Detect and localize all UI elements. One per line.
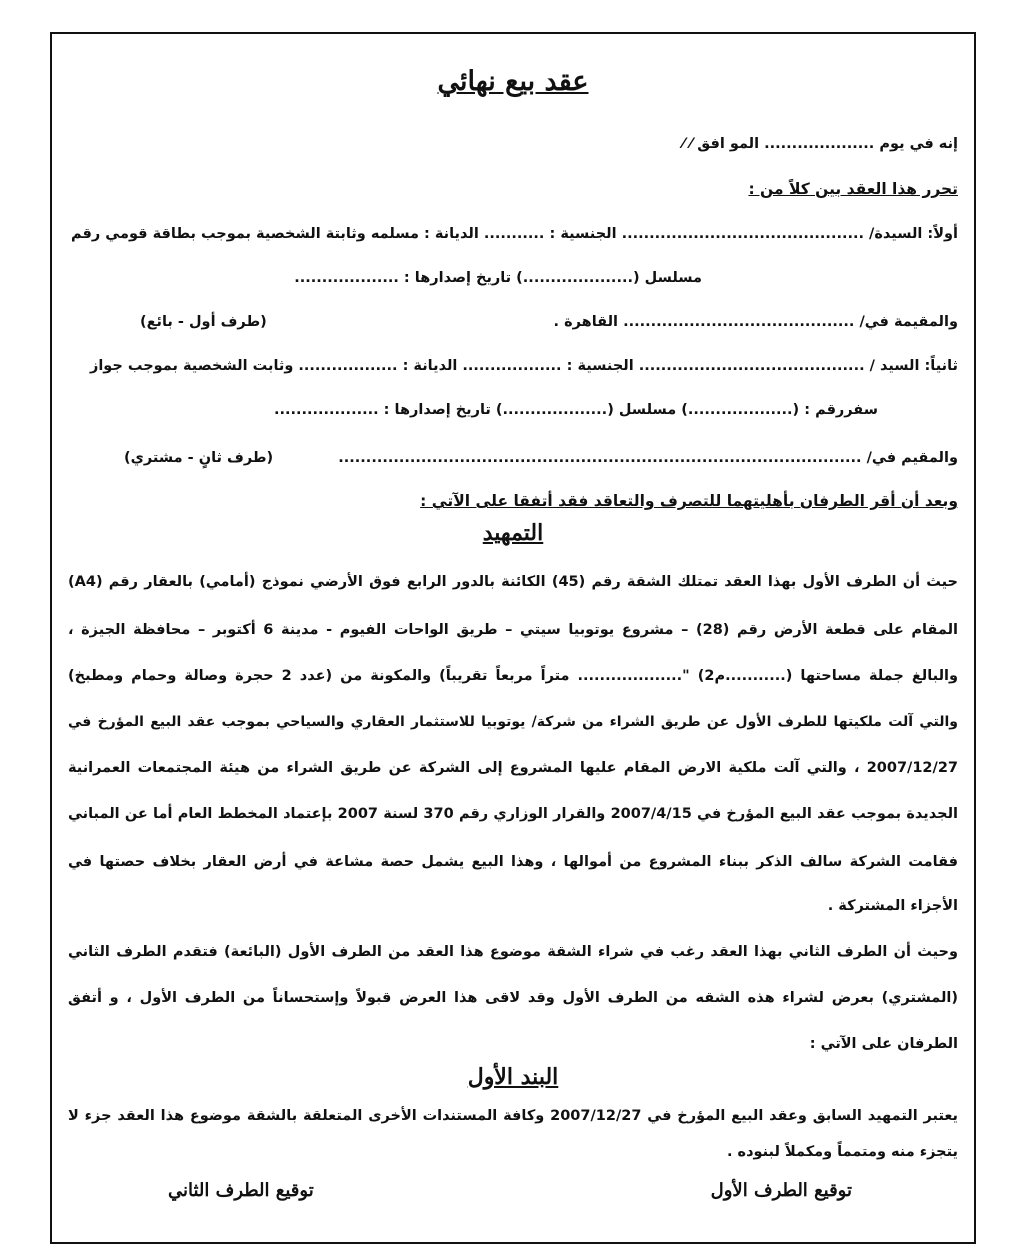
contract-page — [50, 32, 976, 1244]
date-line: إنه في يوم .................... المو افق ⁄ ⁄ — [682, 136, 958, 152]
second-party-line-1: ثانياً: السيد / ......................................... الجنسية : .................. الديانة : .................. وثابت الشخصية بموجب جواز — [89, 358, 958, 374]
second-party-signature-label: توقيع الطرف الثاني — [168, 1180, 314, 1201]
first-party-line-3: والمقيمة في/ .......................................... القاهرة . — [553, 314, 958, 330]
second-party-line-3: والمقيم في/ ............................................................................................... — [338, 450, 958, 466]
paragraph2-line-1: وحيث أن الطرف الثاني بهذا العقد رغب في شراء الشقة موضوع هذا العقد من الطرف الأول (البائعة) فتقدم الطرف الثاني — [68, 944, 958, 960]
preamble-line-4: والتي آلت ملكيتها للطرف الأول عن طريق الشراء من شركة/ يوتوبيا للاستثمار العقاري والسياحي بموجب عقد البيع المؤرخ في — [68, 714, 958, 730]
preamble-line-7: فقامت الشركة سالف الذكر ببناء المشروع من أموالها ، وهذا البيع يشمل حصة مشاعة في أرض العقار بخلاف حصتها في — [68, 854, 958, 870]
preamble-line-6: الجديدة بموجب عقد البيع المؤرخ في 2007/4/15 والقرار الوزاري رقم 370 لسنة 2007 بإعتماد المخطط العام أما عن المباني — [68, 806, 958, 822]
preamble-heading: التمهيد — [482, 520, 544, 546]
paragraph2-line-2: (المشتري) بعرض لشراء هذه الشقه من الطرف الأول وقد لاقى هذا العرض قبولاً وإستحساناً من الطرف الأول ، و أتفق — [68, 990, 958, 1006]
paragraph2-line-3: الطرفان على الآتي : — [809, 1036, 958, 1052]
preamble-line-3: والبالغ جملة مساحتها (...........م2) "................... متراً مربعاً تقريباً) والمكونة من (عدد 2 حجرة وصالة وحمام ومطبخ) — [68, 668, 959, 684]
second-party-role: (طرف ثانٍ - مشتري) — [124, 450, 274, 466]
preamble-line-1: حيث أن الطرف الأول بهذا العقد تمتلك الشقة رقم (45) الكائنة بالدور الرابع فوق الأرضي نموذج (أمامي) بالعقار رقم (A4) — [68, 574, 958, 590]
clause1-line-1: يعتبر التمهيد السابق وعقد البيع المؤرخ في 2007/12/27 وكافة المستندات الأخرى المتعلقة بالشقة موضوع هذا العقد جزء لا — [68, 1108, 958, 1124]
second-party-line-2: سفررقم : (...................) مسلسل (...................) تاريخ إصدارها : ................... — [273, 402, 878, 418]
clause1-heading: البند الأول — [467, 1064, 559, 1090]
agreement-line: وبعد أن أقر الطرفان بأهليتهما للتصرف والتعاقد فقد أتفقا على الآتي : — [420, 492, 958, 510]
clause1-line-2: يتجزء منه ومتمماً ومكملاً لبنوده . — [726, 1144, 958, 1160]
preamble-line-8: الأجزاء المشتركة . — [827, 898, 958, 914]
preamble-line-2: المقام على قطعة الأرض رقم (28) – مشروع يوتوبيا سيتي – طريق الواحات الفيوم - مدينة 6 أكتوبر – محافظة الجيزة ، — [68, 622, 958, 638]
parties-heading: تحرر هذا العقد بين كلاً من : — [748, 180, 958, 198]
preamble-line-5: 2007/12/27 ، والتي آلت ملكية الارض المقام عليها المشروع إلى الشركة عن طريق الشراء من هيئة المجتمعات العمرانية — [68, 760, 958, 776]
first-party-line-2: مسلسل (....................) تاريخ إصدارها : ................... — [294, 270, 702, 286]
contract-title: عقد بيع نهائي — [437, 66, 589, 97]
first-party-signature-label: توقيع الطرف الأول — [710, 1180, 852, 1201]
first-party-line-1: أولاً: السيدة/ ............................................ الجنسية : ........... الديانة : مسلمه وثابتة الشخصية بموجب بطاقة قومي رقم — [71, 226, 958, 242]
first-party-role: (طرف أول - بائع) — [140, 314, 267, 330]
